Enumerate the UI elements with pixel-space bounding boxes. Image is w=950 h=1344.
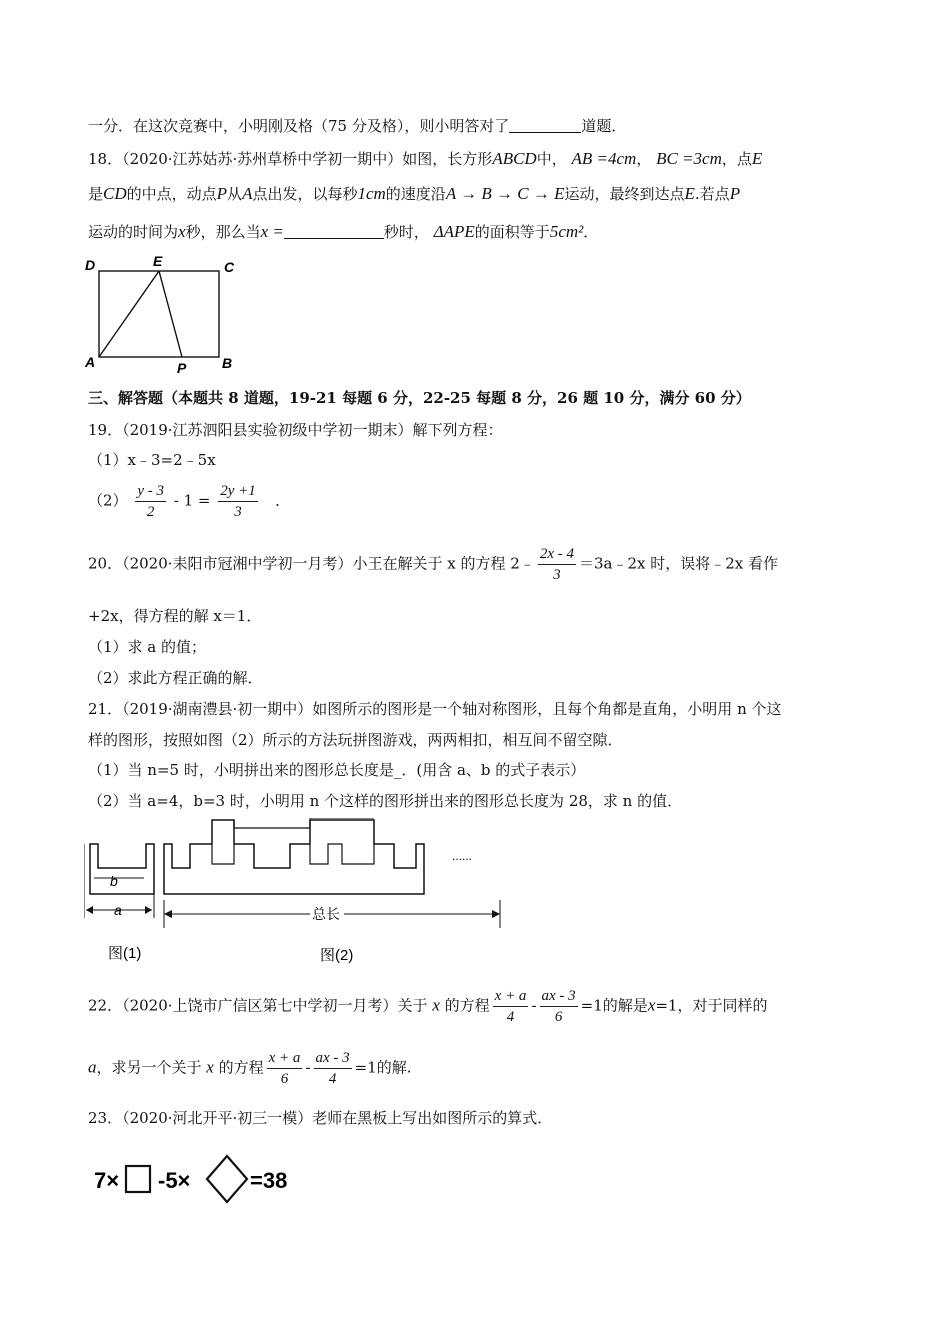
p18-text: 秒时， xyxy=(383,223,429,241)
p18-line-3 xyxy=(88,222,598,242)
rectangle-figure xyxy=(82,254,252,376)
denominator: 4 xyxy=(328,1071,337,1087)
point-a: A xyxy=(242,184,253,203)
bc-length: BC =3cm xyxy=(656,149,722,168)
label-p: P xyxy=(177,360,187,376)
numerator: 2y +1 xyxy=(218,481,258,502)
p18-text: 运动，最终到达点 xyxy=(564,185,685,203)
var-x: x xyxy=(647,995,656,1015)
denominator: 2 xyxy=(146,504,155,520)
numerator: ax - 3 xyxy=(314,1048,352,1069)
fraction xyxy=(540,986,578,1027)
sub-label: （2） xyxy=(88,491,128,510)
p22-text: ，求另一个关于 xyxy=(96,1058,202,1077)
section-title: 三、解答题（本题共 8 道题，19-21 每题 6 分，22-25 每题 8 分，26 题 10 分，满分 60 分） xyxy=(88,389,751,407)
point-p: P xyxy=(216,184,228,203)
area-value: 5cm² xyxy=(549,222,584,241)
label-c: C xyxy=(224,259,235,275)
expr-term-2: -5× xyxy=(158,1168,191,1193)
p20-text: 20．（2020·耒阳市冠湘中学初一月考）小王在解关于 x 的方程 2﹣ xyxy=(88,554,535,573)
p21-line-1: 21．（2019·湖南澧县·初一期中）如图所示的图形是一个轴对称图形，且每个角都是直角，小明用 n 个这 xyxy=(88,700,782,718)
p17-tail xyxy=(88,116,626,136)
p18-text: 秒，那么当 xyxy=(185,223,261,241)
answer-blank xyxy=(509,118,581,133)
p21-sub1: （1）当 n=5 时，小明拼出来的图形总长度是_．(用含 a、b 的式子表示） xyxy=(88,761,586,779)
period: ． xyxy=(275,491,291,510)
continuation-dots: ...... xyxy=(452,849,473,863)
p18-line-2 xyxy=(88,184,740,204)
p18-text: 的中点，动点 xyxy=(126,185,217,203)
p19-stem: 19．（2019·江苏泗阳县实验初级中学初一期末）解下列方程： xyxy=(88,421,503,439)
var-x-equals: x = xyxy=(260,222,284,241)
point-e: E xyxy=(751,149,763,168)
diamond-box xyxy=(207,1156,247,1202)
denominator: 4 xyxy=(506,1009,515,1025)
fraction xyxy=(538,544,576,585)
label-b: B xyxy=(222,355,233,371)
operator: - xyxy=(531,996,537,1015)
p21-line-2: 样的图形，按照如图（2）所示的方法玩拼图游戏，两两相扣，相互间不留空隙． xyxy=(88,731,623,749)
p20-text: ＝3a﹣2x 时，误将﹣2x 看作 xyxy=(579,554,779,573)
p18-text: ． xyxy=(583,223,599,241)
ab-length: AB =4cm xyxy=(571,149,637,168)
numerator: y - 3 xyxy=(135,481,166,502)
p18-text: ， xyxy=(636,150,652,168)
segment-cd: CD xyxy=(103,184,127,203)
p21-sub2: （2）当 a=4，b=3 时，小明用 n 个这样的图形拼出来的图形总长度为 28，求 n 的值． xyxy=(88,792,683,810)
p22-text: 的解是 xyxy=(602,996,648,1015)
fraction xyxy=(135,481,166,522)
p23-stem: 23．（2020·河北开平·初三一模）老师在黑板上写出如图所示的算式． xyxy=(88,1109,553,1127)
p19-sub2 xyxy=(88,481,290,522)
numerator: x + a xyxy=(493,986,529,1007)
operator: - xyxy=(305,1058,311,1077)
puzzle-figure xyxy=(84,818,504,970)
p17-text-end: 道题． xyxy=(581,117,627,135)
p18-text: 是 xyxy=(88,185,104,203)
var-a: a xyxy=(88,1057,97,1077)
denominator: 6 xyxy=(554,1009,563,1025)
square-box xyxy=(126,1166,150,1192)
label-d: D xyxy=(85,257,96,273)
expr-term-1: 7× xyxy=(94,1168,120,1193)
p18-text: 中， xyxy=(536,150,567,168)
fraction xyxy=(267,1048,303,1089)
operator: - 1 = xyxy=(173,491,211,510)
speed: 1cm xyxy=(357,184,386,203)
equals-one: =1 xyxy=(580,996,603,1015)
fraction xyxy=(218,481,258,522)
label-a: a xyxy=(114,902,122,918)
var-x: x xyxy=(206,1057,214,1077)
denominator: 6 xyxy=(280,1071,289,1087)
p18-text: 运动的时间为 xyxy=(88,223,179,241)
p18-text: 点出发，以每秒 xyxy=(252,185,358,203)
point-e: E xyxy=(684,184,695,203)
p22-text: 的方程 xyxy=(218,1058,264,1077)
blackboard-expression xyxy=(92,1150,302,1210)
p18-text: ，点 xyxy=(721,150,752,168)
caption-fig1: 图(1) xyxy=(108,945,142,962)
numerator: 2x - 4 xyxy=(538,544,576,565)
p18-line-1 xyxy=(88,149,762,169)
label-a: A xyxy=(85,354,96,370)
p18-text: 从 xyxy=(227,185,243,203)
p18-text: 18．（2020·江苏姑苏·苏州草桥中学初一期中）如图，长方形 xyxy=(88,150,493,168)
point-p: P xyxy=(729,184,741,203)
fraction xyxy=(314,1048,352,1089)
p18-text: 的面积等于 xyxy=(474,223,550,241)
p20-sub1: （1）求 a 的值； xyxy=(88,638,207,656)
caption-fig2: 图(2) xyxy=(320,947,354,964)
path: A → B → C → E xyxy=(445,184,565,203)
fraction xyxy=(493,986,529,1027)
p19-sub1: （1）x﹣3=2﹣5x xyxy=(88,451,216,469)
p20-sub2: （2）求此方程正确的解． xyxy=(88,669,263,687)
var-x: x xyxy=(432,995,440,1015)
equals-one: =1 xyxy=(354,1058,377,1077)
p17-text: 一分．在这次竞赛中，小明刚及格（75 分及格），则小明答对了 xyxy=(88,117,510,135)
denominator: 3 xyxy=(553,567,561,583)
var-x: x xyxy=(178,222,186,241)
triangle-ape: ΔAPE xyxy=(433,222,475,241)
denominator: 3 xyxy=(234,504,242,520)
p22-line-1 xyxy=(88,986,767,1027)
answer-blank xyxy=(284,224,384,239)
numerator: ax - 3 xyxy=(540,986,578,1007)
label-e: E xyxy=(153,254,163,269)
rect-name: ABCD xyxy=(492,149,537,168)
p22-text: 的方程 xyxy=(444,996,490,1015)
p18-text: 的速度沿 xyxy=(385,185,446,203)
expr-term-3: =38 xyxy=(250,1168,288,1193)
total-length-label: 总长 xyxy=(312,906,340,922)
p22-text: 22．（2020·上饶市广信区第七中学初一月考）关于 xyxy=(88,996,428,1015)
numerator: x + a xyxy=(267,1048,303,1069)
p20-line-1 xyxy=(88,544,778,585)
p22-text: 的解. xyxy=(376,1058,412,1077)
p22-line-2 xyxy=(88,1048,412,1089)
label-b: b xyxy=(110,873,118,889)
p20-line-2: +2x，得方程的解 x＝1． xyxy=(88,607,262,625)
p18-text: .若点 xyxy=(694,185,730,203)
p22-text: =1，对于同样的 xyxy=(655,996,768,1015)
